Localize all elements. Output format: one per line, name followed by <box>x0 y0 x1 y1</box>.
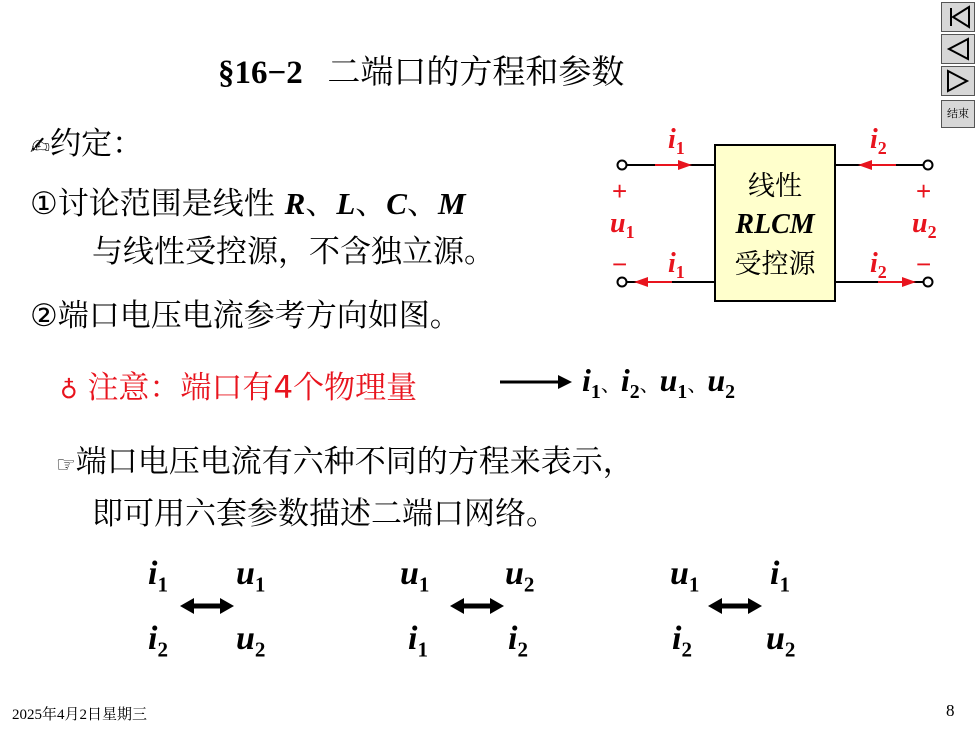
equations-text1: 端口电压电流有六种不同的方程来表示， <box>75 444 634 480</box>
triangle-left-icon <box>942 35 974 63</box>
box-line1: 线性 <box>748 171 802 202</box>
pair1-top-right: $u_1$ <box>236 555 266 597</box>
label-u1: $u_1$ <box>610 208 635 242</box>
separator: 、 <box>305 186 337 222</box>
pair1-bottom-right: $u_2$ <box>236 620 266 662</box>
next-slide-button[interactable] <box>941 66 975 96</box>
label-i1-bottom: $i_1$ <box>668 248 685 282</box>
terminal-1 <box>618 161 627 170</box>
end-button-label: 结束 <box>947 107 969 120</box>
var-c: C <box>386 186 407 221</box>
scope-line2: 与线性受控源，不含独立源。 <box>92 234 495 270</box>
pair2-bottom-right: $i_2$ <box>508 620 528 662</box>
quantity-i2: $i_2$ <box>620 362 640 403</box>
pointing-hand-icon: ☞ <box>56 453 76 478</box>
two-port-diagram <box>600 110 940 310</box>
var-r: R <box>284 186 306 221</box>
page-number: 8 <box>946 701 955 720</box>
label-i2-top: $i_2$ <box>870 124 887 158</box>
pair3-top-right: $i_1$ <box>770 555 790 597</box>
title-text: 二端口的方程和参数 <box>327 52 625 91</box>
pair1-top-left: $i_1$ <box>148 555 168 597</box>
pair3-bottom-right: $u_2$ <box>766 620 796 662</box>
terminal-2 <box>924 161 933 170</box>
previous-slide-button[interactable] <box>941 34 975 64</box>
equations-line2: 即可用六套参数描述二端口网络。 <box>92 496 557 532</box>
pair3-top-left: $u_1$ <box>670 555 700 597</box>
label-i1-top: $i_1$ <box>668 124 685 158</box>
page-title <box>218 46 624 93</box>
pair2-top-right: $u_2$ <box>505 555 535 597</box>
end-show-button[interactable] <box>941 100 975 128</box>
scope-text: 讨论范围是线性 <box>57 186 275 222</box>
convention-label: 约定： <box>50 126 144 162</box>
var-m: M <box>437 186 466 221</box>
note-text: 注意：端口有4个物理量 <box>87 370 418 406</box>
box-line2: RLCM <box>735 209 815 240</box>
pair3-bottom-left: $i_2$ <box>672 620 692 662</box>
skip-to-start-icon <box>942 3 974 31</box>
circled-two-marker: ② <box>30 298 58 334</box>
footer-date: 2025年4月2日星期三 <box>12 707 148 723</box>
bell-icon: ♁ <box>60 376 78 404</box>
minus-right: − <box>916 249 932 279</box>
equations-line1 <box>56 436 634 481</box>
item-reference-direction <box>30 290 461 335</box>
arrow-i1-in <box>678 160 692 170</box>
separator: 、 <box>355 186 387 222</box>
note-line <box>60 362 417 407</box>
plus-right: + <box>916 176 932 206</box>
item-scope <box>30 178 466 223</box>
var-l: L <box>336 186 356 221</box>
arrow-i2-out <box>902 277 916 287</box>
minus-left: − <box>612 249 628 279</box>
double-arrow-icon <box>180 596 234 616</box>
pair2-bottom-left: $i_1$ <box>408 620 428 662</box>
separator: 、 <box>406 186 438 222</box>
quantity-i1: $i_1$ <box>582 362 601 403</box>
box-line3: 受控源 <box>734 249 816 280</box>
pair1-bottom-left: $i_2$ <box>148 620 168 662</box>
note-quantities: $i_1$、$i_2$、$u_1$、$u_2$ <box>582 362 736 403</box>
plus-left: + <box>612 176 628 206</box>
circled-one-marker: ① <box>30 186 58 222</box>
triangle-right-icon <box>942 67 974 95</box>
pencil-icon: ✍ <box>30 132 51 160</box>
quantity-u2: $u_2$ <box>707 362 736 403</box>
reference-text: 端口电压电流参考方向如图。 <box>57 298 461 334</box>
first-slide-button[interactable] <box>941 2 975 32</box>
label-i2-bottom: $i_2$ <box>870 248 887 282</box>
convention-heading <box>30 118 143 163</box>
double-arrow-icon <box>450 596 504 616</box>
arrow-i1-out <box>634 277 648 287</box>
quantity-u1: $u_1$ <box>659 362 688 403</box>
section-number: §16−2 <box>218 55 303 91</box>
pair2-top-left: $u_1$ <box>400 555 430 597</box>
arrow-i2-in <box>858 160 872 170</box>
arrow-right-icon <box>500 372 572 392</box>
double-arrow-icon <box>708 596 762 616</box>
label-u2: $u_2$ <box>912 208 937 242</box>
